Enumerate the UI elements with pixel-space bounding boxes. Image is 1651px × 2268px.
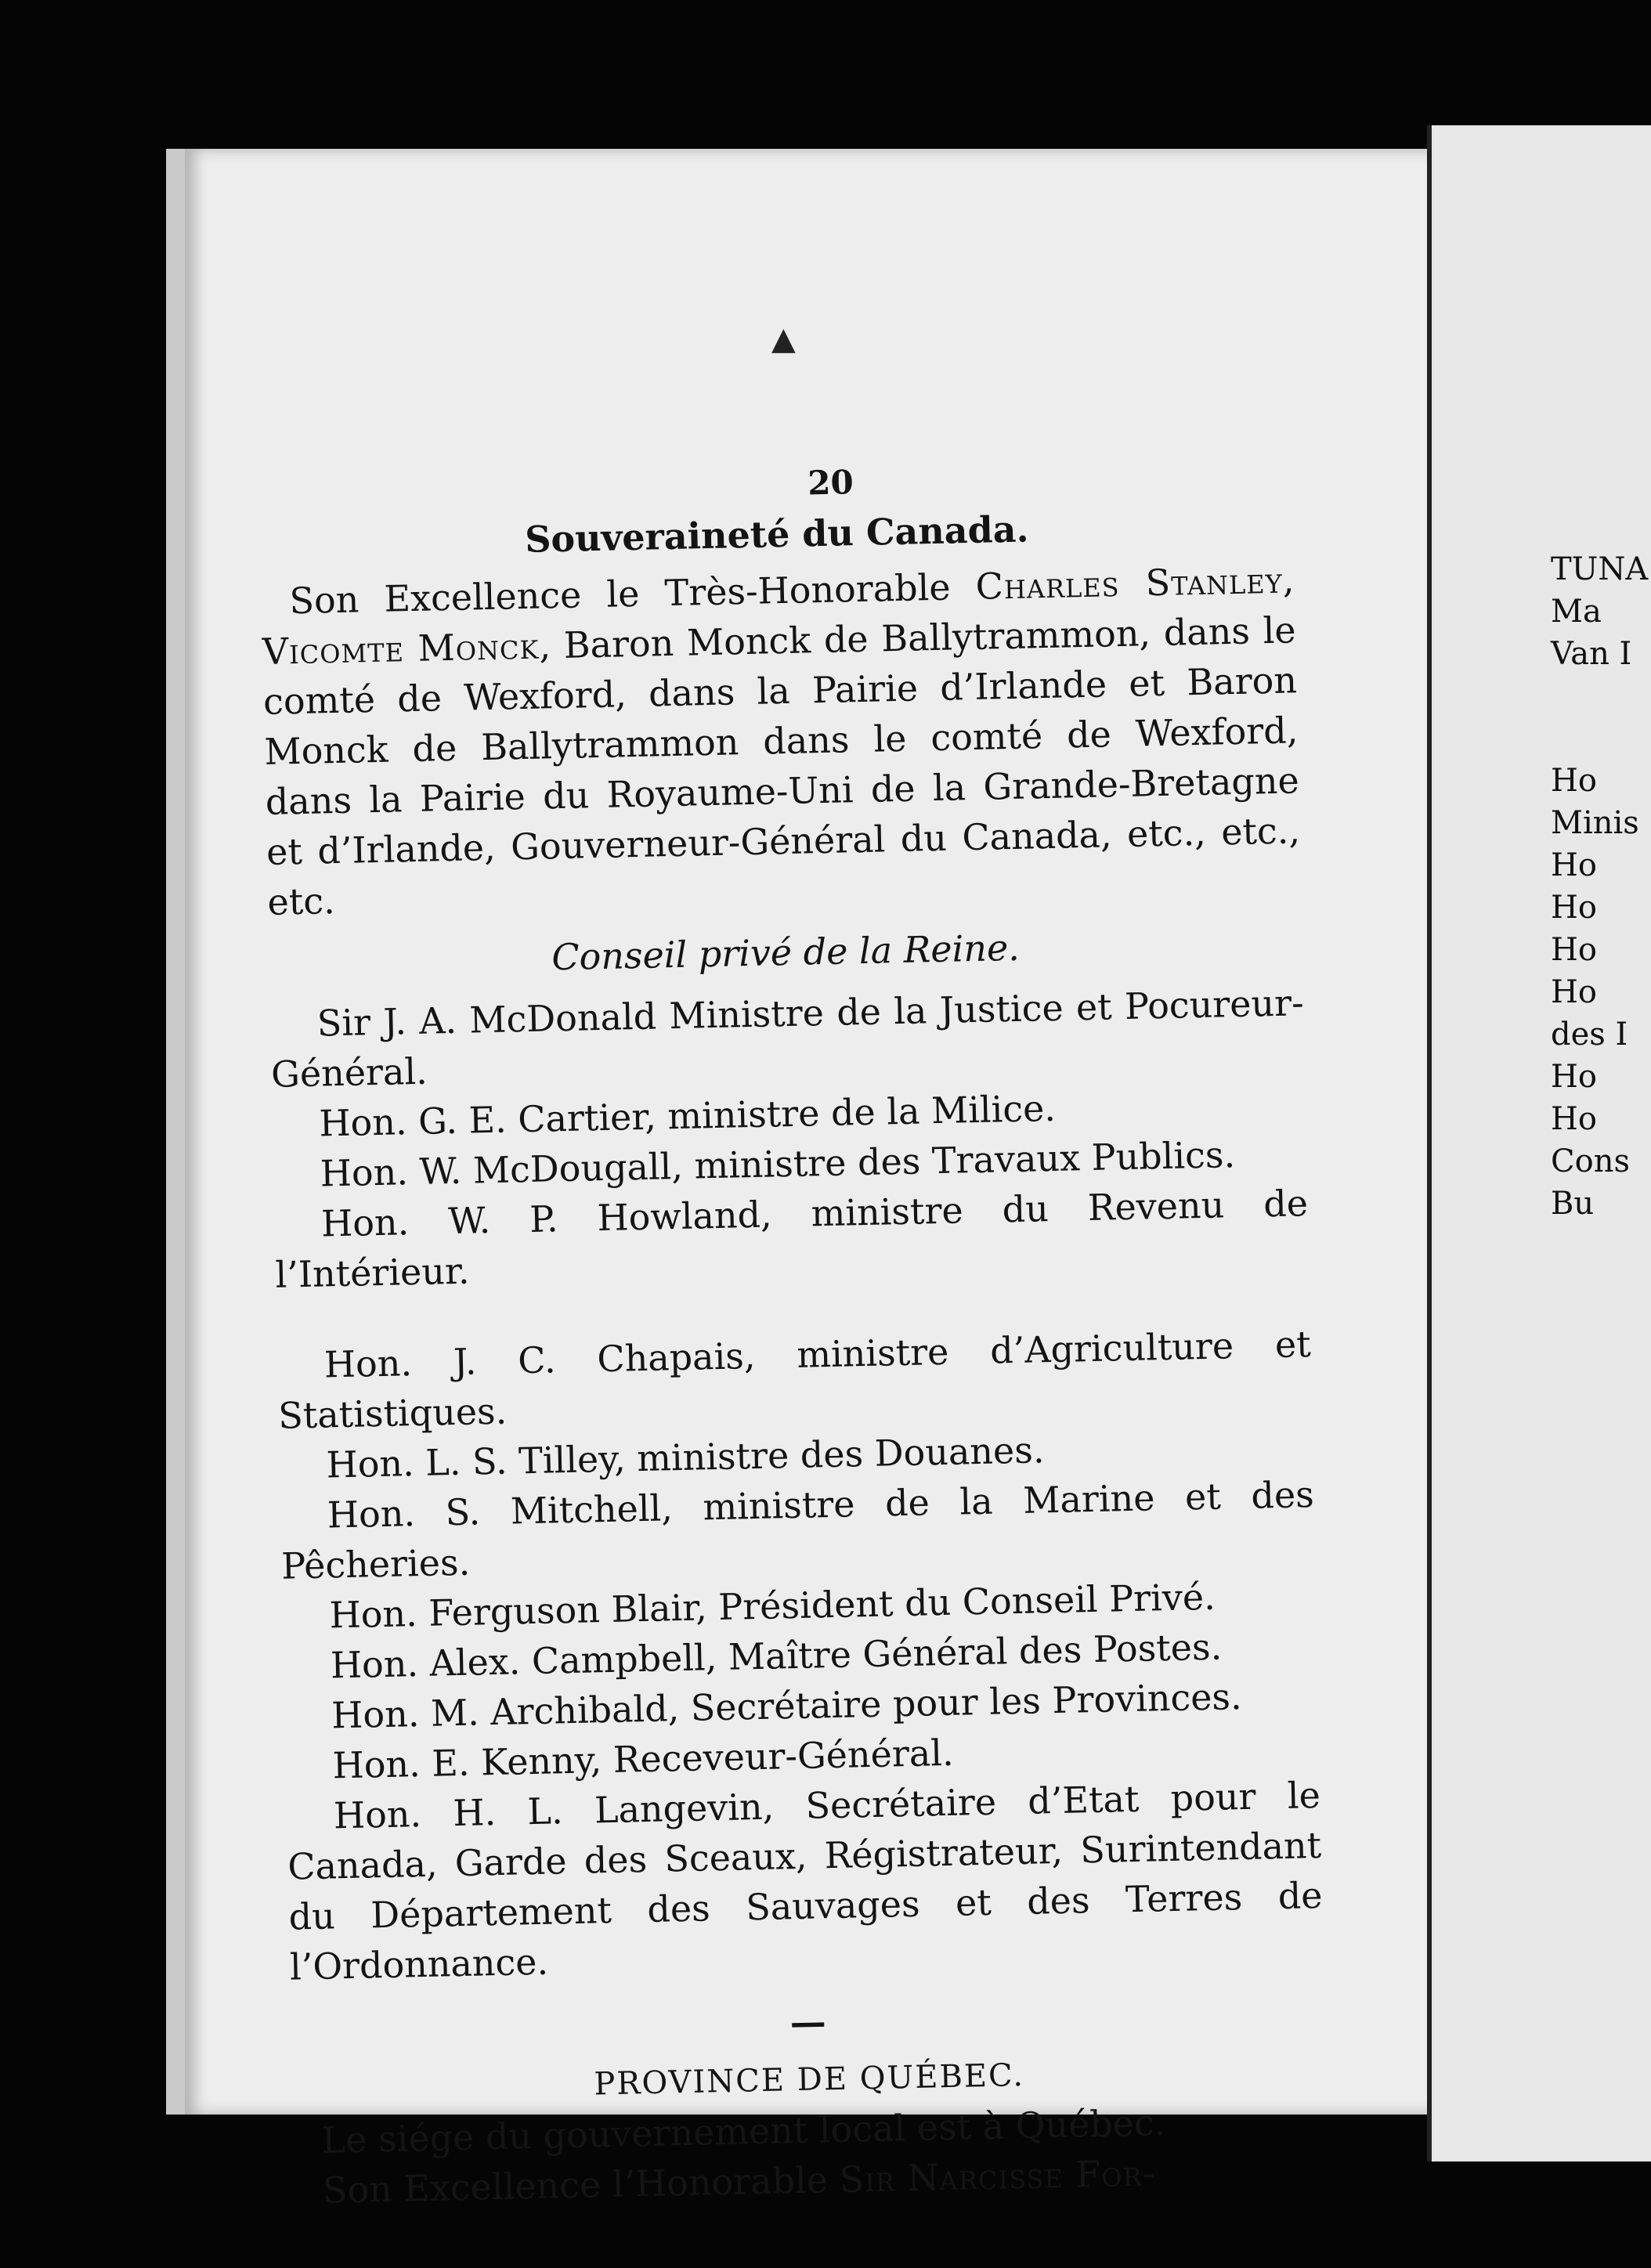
council-title: Conseil privé de la Reine. <box>551 926 1021 979</box>
council-member: Sir J. A. McDonald Ministre de la Justice et Pocureur-Général. <box>270 981 1305 1096</box>
governor-prefix: Son Excellence le Très-Honorable <box>288 565 977 623</box>
ink-blot-icon: ▲ <box>771 321 796 357</box>
fragment: TUNA <box>1551 551 1649 587</box>
fragment: Ho <box>1551 890 1597 926</box>
fragment: Bu <box>1551 1186 1595 1222</box>
right-page-fragments <box>1551 548 1649 1225</box>
fragment <box>1551 675 1645 717</box>
fragment <box>1551 717 1645 760</box>
fragment: Minis <box>1551 805 1639 841</box>
council-member: Hon. Alex. Campbell, Maître Général des Postes. <box>330 1625 1223 1687</box>
province-title: PROVINCE DE QUÉBEC. <box>594 2057 1025 2103</box>
fragment: des I <box>1551 1017 1628 1053</box>
fragment: Cons <box>1551 1143 1630 1179</box>
council-member: Hon. J. C. Chapais, ministre d’Agriculture et Statistiques. <box>277 1323 1312 1437</box>
council-member: Hon. W. P. Howland, ministre du Revenu de l’Intérieur. <box>274 1182 1309 1296</box>
fragment: Van I <box>1551 636 1632 672</box>
council-member: Hon. W. McDougall, ministre des Travaux Publics. <box>320 1133 1236 1195</box>
council-member: Hon. E. Kenny, Receveur-Général. <box>332 1731 955 1787</box>
governor-name: Charles Stanley, Vicomte Monck <box>262 558 1295 673</box>
council-member: Hon. H. L. Langevin, Secrétaire d’Etat pour le Canada, Garde des Sceaux, Régistrateur, Surintendant du Département des Sauvages et des Terres de l’Ordonnance. <box>287 1773 1323 1988</box>
governor-general-paragraph <box>261 554 1302 927</box>
council-member: Hon. M. Archibald, Secrétaire pour les Provinces. <box>331 1675 1243 1737</box>
fragment: Ho <box>1551 763 1597 799</box>
section-title: Souveraineté du Canada. <box>524 507 1030 561</box>
council-member: Hon. G. E. Cartier, ministre de la Milice. <box>318 1086 1057 1145</box>
fragment: Ma <box>1551 594 1602 630</box>
seat-text: Le siége du gouvernement local est à Québec. <box>321 2101 1166 2161</box>
governor-rest: , Baron Monck de Ballytrammon, dans le comté de Wexford, dans la Pairie d’Irlande et Baron Monck de Ballytrammon dans le comté de Wexford, dans la Pairie du Royaume-Uni de la Grande-Bretagne et d’Irlande, Gouverneur-Général du Canada, etc., etc., etc. <box>262 609 1301 923</box>
fragment: Ho <box>1551 847 1597 883</box>
council-member: Hon. L. S. Tilley, ministre des Douanes. <box>326 1428 1045 1486</box>
separator: — <box>789 2000 827 2044</box>
lt-governor-prefix: Son Excellence l’Honorable <box>322 2158 840 2212</box>
fragment: Ho <box>1551 974 1597 1010</box>
lt-governor-name: Sir Narcisse For- <box>839 2151 1156 2201</box>
page-number: 20 <box>807 463 854 503</box>
fragment: Ho <box>1551 932 1597 968</box>
council-member: Hon. S. Mitchell, ministre de la Marine et des Pêcheries. <box>280 1473 1315 1587</box>
page-text <box>258 448 1328 2216</box>
council-list <box>269 977 1324 1992</box>
fragment: Ho <box>1551 1101 1597 1137</box>
council-member: Hon. Ferguson Blair, Président du Conseil Privé. <box>329 1575 1216 1637</box>
fragment: Ho <box>1551 1059 1597 1095</box>
